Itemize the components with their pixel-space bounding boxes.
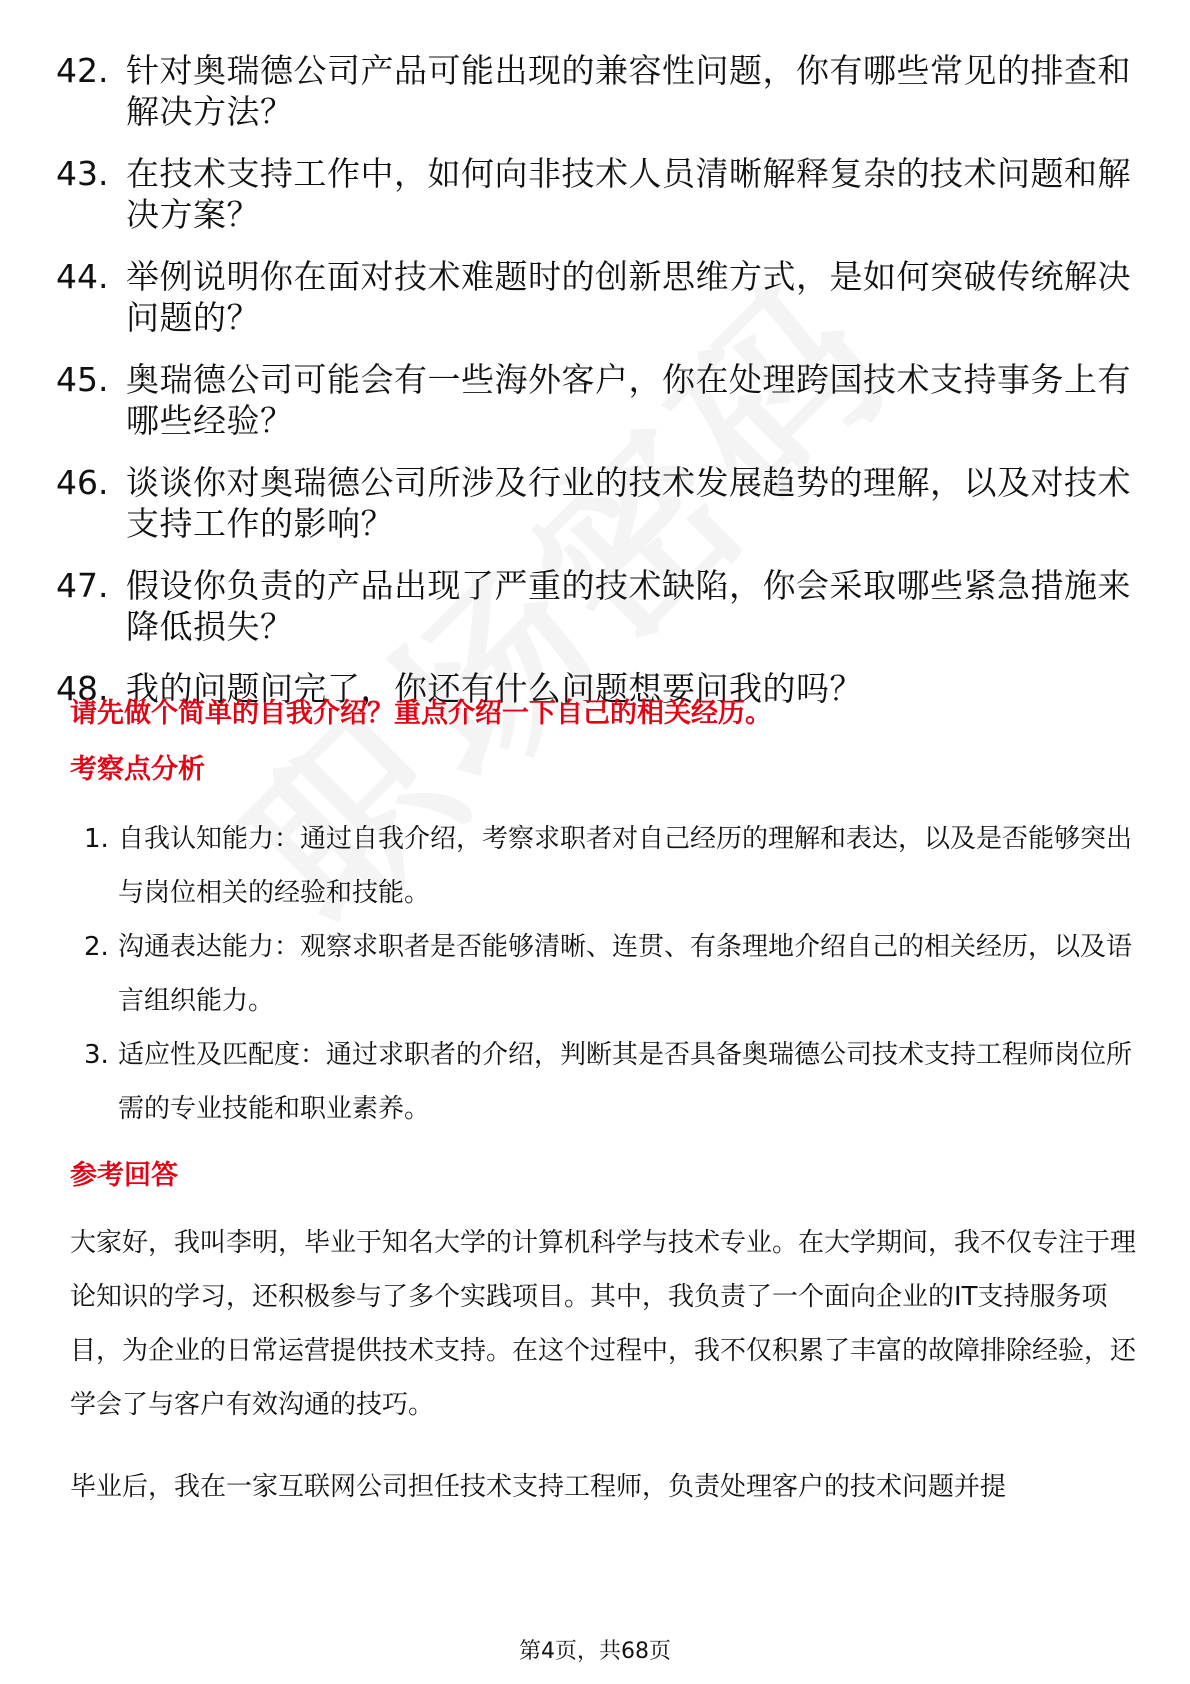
- question-item: [56, 462, 1136, 544]
- analysis-text: 自我认知能力：通过自我介绍，考察求职者对自己经历的理解和表达，以及是否能够突出与岗位相关的经验和技能。: [118, 824, 1133, 908]
- question-item: [56, 359, 1136, 441]
- question-text: 在技术支持工作中，如何向非技术人员清晰解释复杂的技术问题和解决方案？: [126, 154, 1131, 234]
- analysis-heading: 考察点分析: [70, 754, 205, 785]
- analysis-text: 沟通表达能力：观察求职者是否能够清晰、连贯、有条理地介绍自己的相关经历，以及语言组织能力。: [118, 932, 1133, 1016]
- analysis-number: 1.: [84, 824, 109, 854]
- question-number: 48.: [56, 669, 109, 708]
- question-item: [56, 50, 1136, 132]
- question-text: 举例说明你在面对技术难题时的创新思维方式，是如何突破传统解决问题的？: [126, 257, 1131, 337]
- question-number: 44.: [56, 257, 109, 296]
- question-text: 针对奥瑞德公司产品可能出现的兼容性问题，你有哪些常见的排查和解决方法？: [126, 51, 1131, 131]
- analysis-list: [84, 812, 1134, 1136]
- question-text: 假设你负责的产品出现了严重的技术缺陷，你会采取哪些紧急措施来降低损失？: [126, 566, 1131, 646]
- analysis-text: 适应性及匹配度：通过求职者的介绍，判断其是否具备奥瑞德公司技术支持工程师岗位所需的专业技能和职业素养。: [118, 1040, 1133, 1124]
- question-text: 谈谈你对奥瑞德公司所涉及行业的技术发展趋势的理解，以及对技术支持工作的影响？: [126, 463, 1131, 543]
- question-number: 46.: [56, 463, 109, 502]
- question-item: [56, 565, 1136, 647]
- question-item: [56, 256, 1136, 338]
- question-number: 43.: [56, 154, 109, 193]
- question-number: 42.: [56, 51, 109, 90]
- answer-paragraph: 大家好，我叫李明，毕业于知名大学的计算机科学与技术专业。在大学期间，我不仅专注于理论知识的学习，还积极参与了多个实践项目。其中，我负责了一个面向企业的IT支持服务项目，为企业的日常运营提供技术支持。在这个过程中，我不仅积累了丰富的故障排除经验，还学会了与客户有效沟通的技巧。: [70, 1228, 1137, 1420]
- analysis-item: [84, 1028, 1134, 1136]
- question-list: [56, 50, 1136, 730]
- question-number: 45.: [56, 360, 109, 399]
- analysis-item: [84, 812, 1134, 920]
- interview-question-title: 请先做个简单的自我介绍？重点介绍一下自己的相关经历。: [70, 698, 772, 729]
- page-footer: 第4页，共68页: [519, 1639, 671, 1664]
- reference-answer-heading: 参考回答: [70, 1160, 178, 1191]
- analysis-item: [84, 920, 1134, 1028]
- analysis-number: 2.: [84, 932, 109, 962]
- question-text: 我的问题问完了，你还有什么问题想要问我的吗？: [126, 669, 863, 708]
- analysis-number: 3.: [84, 1040, 109, 1070]
- question-number: 47.: [56, 566, 109, 605]
- question-text: 奥瑞德公司可能会有一些海外客户，你在处理跨国技术支持事务上有哪些经验？: [126, 360, 1131, 440]
- answer-paragraph: 毕业后，我在一家互联网公司担任技术支持工程师，负责处理客户的技术问题并提: [70, 1472, 1007, 1502]
- question-item: [56, 153, 1136, 235]
